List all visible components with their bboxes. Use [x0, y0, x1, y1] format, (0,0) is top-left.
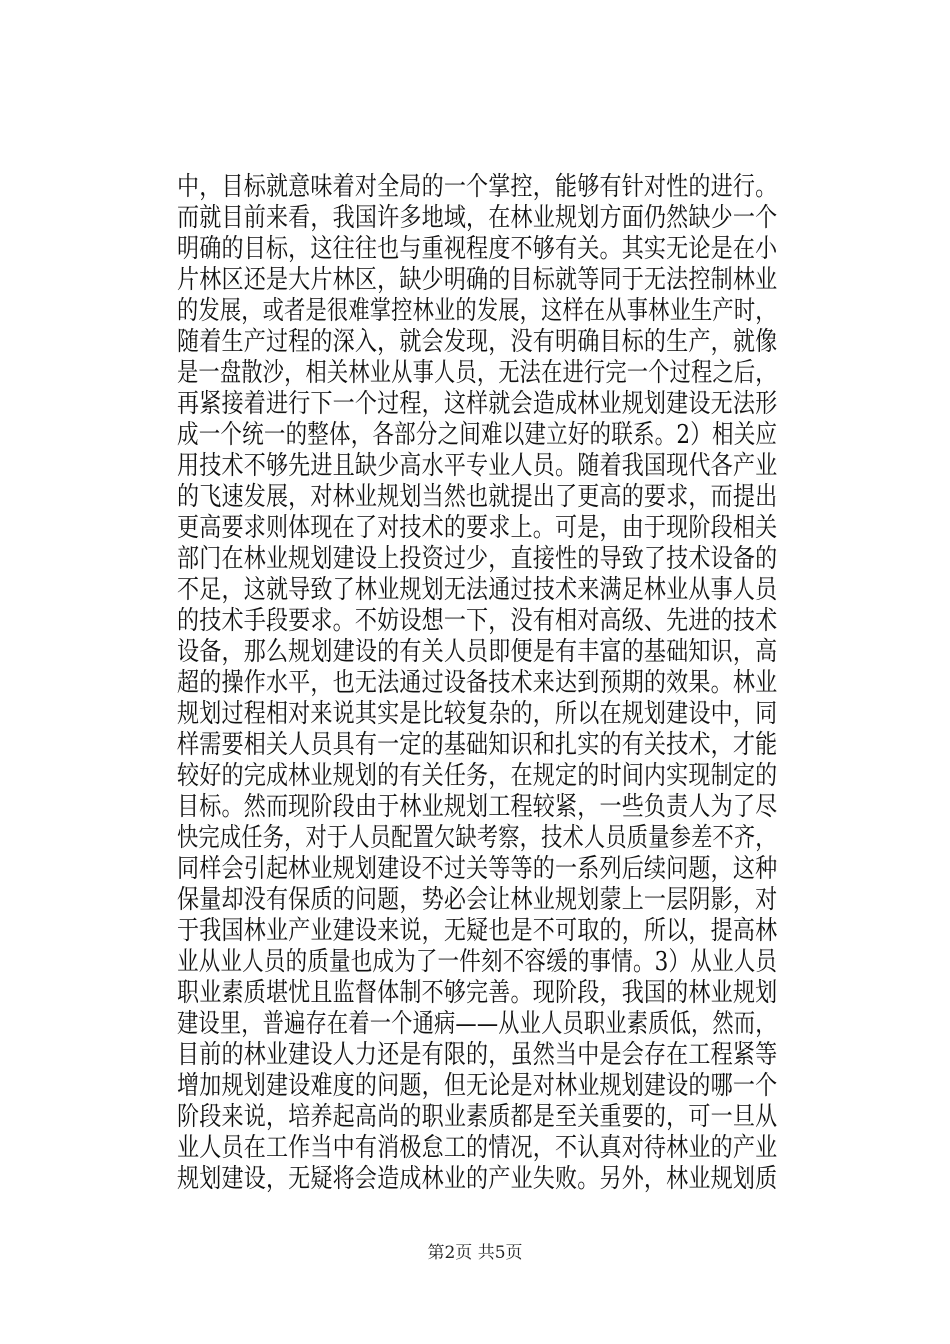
body-text-line: 设备，那么规划建设的有关人员即便是有丰富的基础知识，高 [177, 637, 778, 667]
body-text-line: 再紧接着进行下一个过程，这样就会造成林业规划建设无法形 [177, 389, 778, 419]
body-text-line: 更高要求则体现在了对技术的要求上。可是，由于现阶段相关 [177, 513, 778, 543]
body-text-line: 保量却没有保质的问题，势必会让林业规划蒙上一层阴影，对 [177, 885, 778, 915]
body-text-line: 而就目前来看，我国许多地域，在林业规划方面仍然缺少一个 [177, 203, 778, 233]
body-text-line: 的发展，或者是很难掌控林业的发展，这样在从事林业生产时， [177, 296, 777, 326]
body-text-line: 不足，这就导致了林业规划无法通过技术来满足林业从事人员 [177, 575, 778, 605]
page-number-footer: 第2页 共5页 [427, 1243, 523, 1263]
body-text-line: 业人员在工作当中有消极怠工的情况，不认真对待林业的产业 [177, 1133, 778, 1163]
body-text-line: 增加规划建设难度的问题，但无论是对林业规划建设的哪一个 [177, 1071, 778, 1101]
body-text-line: 规划建设，无疑将会造成林业的产业失败。另外，林业规划质 [177, 1164, 778, 1194]
body-text-line: 业从业人员的质量也成为了一件刻不容缓的事情。3）从业人员 [177, 947, 778, 977]
body-text-line: 的技术手段要求。不妨设想一下，没有相对高级、先进的技术 [177, 606, 778, 636]
body-text-line: 目前的林业建设人力还是有限的，虽然当中是会存在工程紧等 [177, 1040, 778, 1070]
body-text-line: 中，目标就意味着对全局的一个掌控，能够有针对性的进行。 [177, 172, 778, 202]
body-text-line: 部门在林业规划建设上投资过少，直接性的导致了技术设备的 [177, 544, 778, 574]
body-text-line: 随着生产过程的深入，就会发现，没有明确目标的生产，就像 [177, 327, 778, 357]
body-text-line: 较好的完成林业规划的有关任务，在规定的时间内实现制定的 [177, 761, 778, 791]
body-text-line: 阶段来说，培养起高尚的职业素质都是至关重要的，可一旦从 [177, 1102, 778, 1132]
body-text-line: 快完成任务，对于人员配置欠缺考察，技术人员质量参差不齐， [177, 823, 777, 853]
body-text-line: 用技术不够先进且缺少高水平专业人员。随着我国现代各产业 [177, 451, 778, 481]
body-text-line: 成一个统一的整体，各部分之间难以建立好的联系。2）相关应 [177, 420, 778, 450]
body-text-line: 建设里，普遍存在着一个通病——从业人员职业素质低，然而， [177, 1009, 777, 1039]
body-text-line: 于我国林业产业建设来说，无疑也是不可取的，所以，提高林 [177, 916, 778, 946]
body-text-line: 明确的目标，这往往也与重视程度不够有关。其实无论是在小 [177, 234, 778, 264]
body-text-line: 目标。然而现阶段由于林业规划工程较紧，一些负责人为了尽 [177, 792, 778, 822]
body-text-line: 样需要相关人员具有一定的基础知识和扎实的有关技术，才能 [177, 730, 778, 760]
body-text-line: 同样会引起林业规划建设不过关等等的一系列后续问题，这种 [177, 854, 778, 884]
body-text-line: 超的操作水平，也无法通过设备技术来达到预期的效果。林业 [177, 668, 778, 698]
body-text-line: 是一盘散沙，相关林业从事人员，无法在进行完一个过程之后， [177, 358, 777, 388]
body-text-line: 片林区还是大片林区，缺少明确的目标就等同于无法控制林业 [177, 265, 778, 295]
body-text-line: 职业素质堪忧且监督体制不够完善。现阶段，我国的林业规划 [177, 978, 778, 1008]
body-text-line: 的飞速发展，对林业规划当然也就提出了更高的要求，而提出 [177, 482, 778, 512]
body-text-line: 规划过程相对来说其实是比较复杂的，所以在规划建设中，同 [177, 699, 778, 729]
